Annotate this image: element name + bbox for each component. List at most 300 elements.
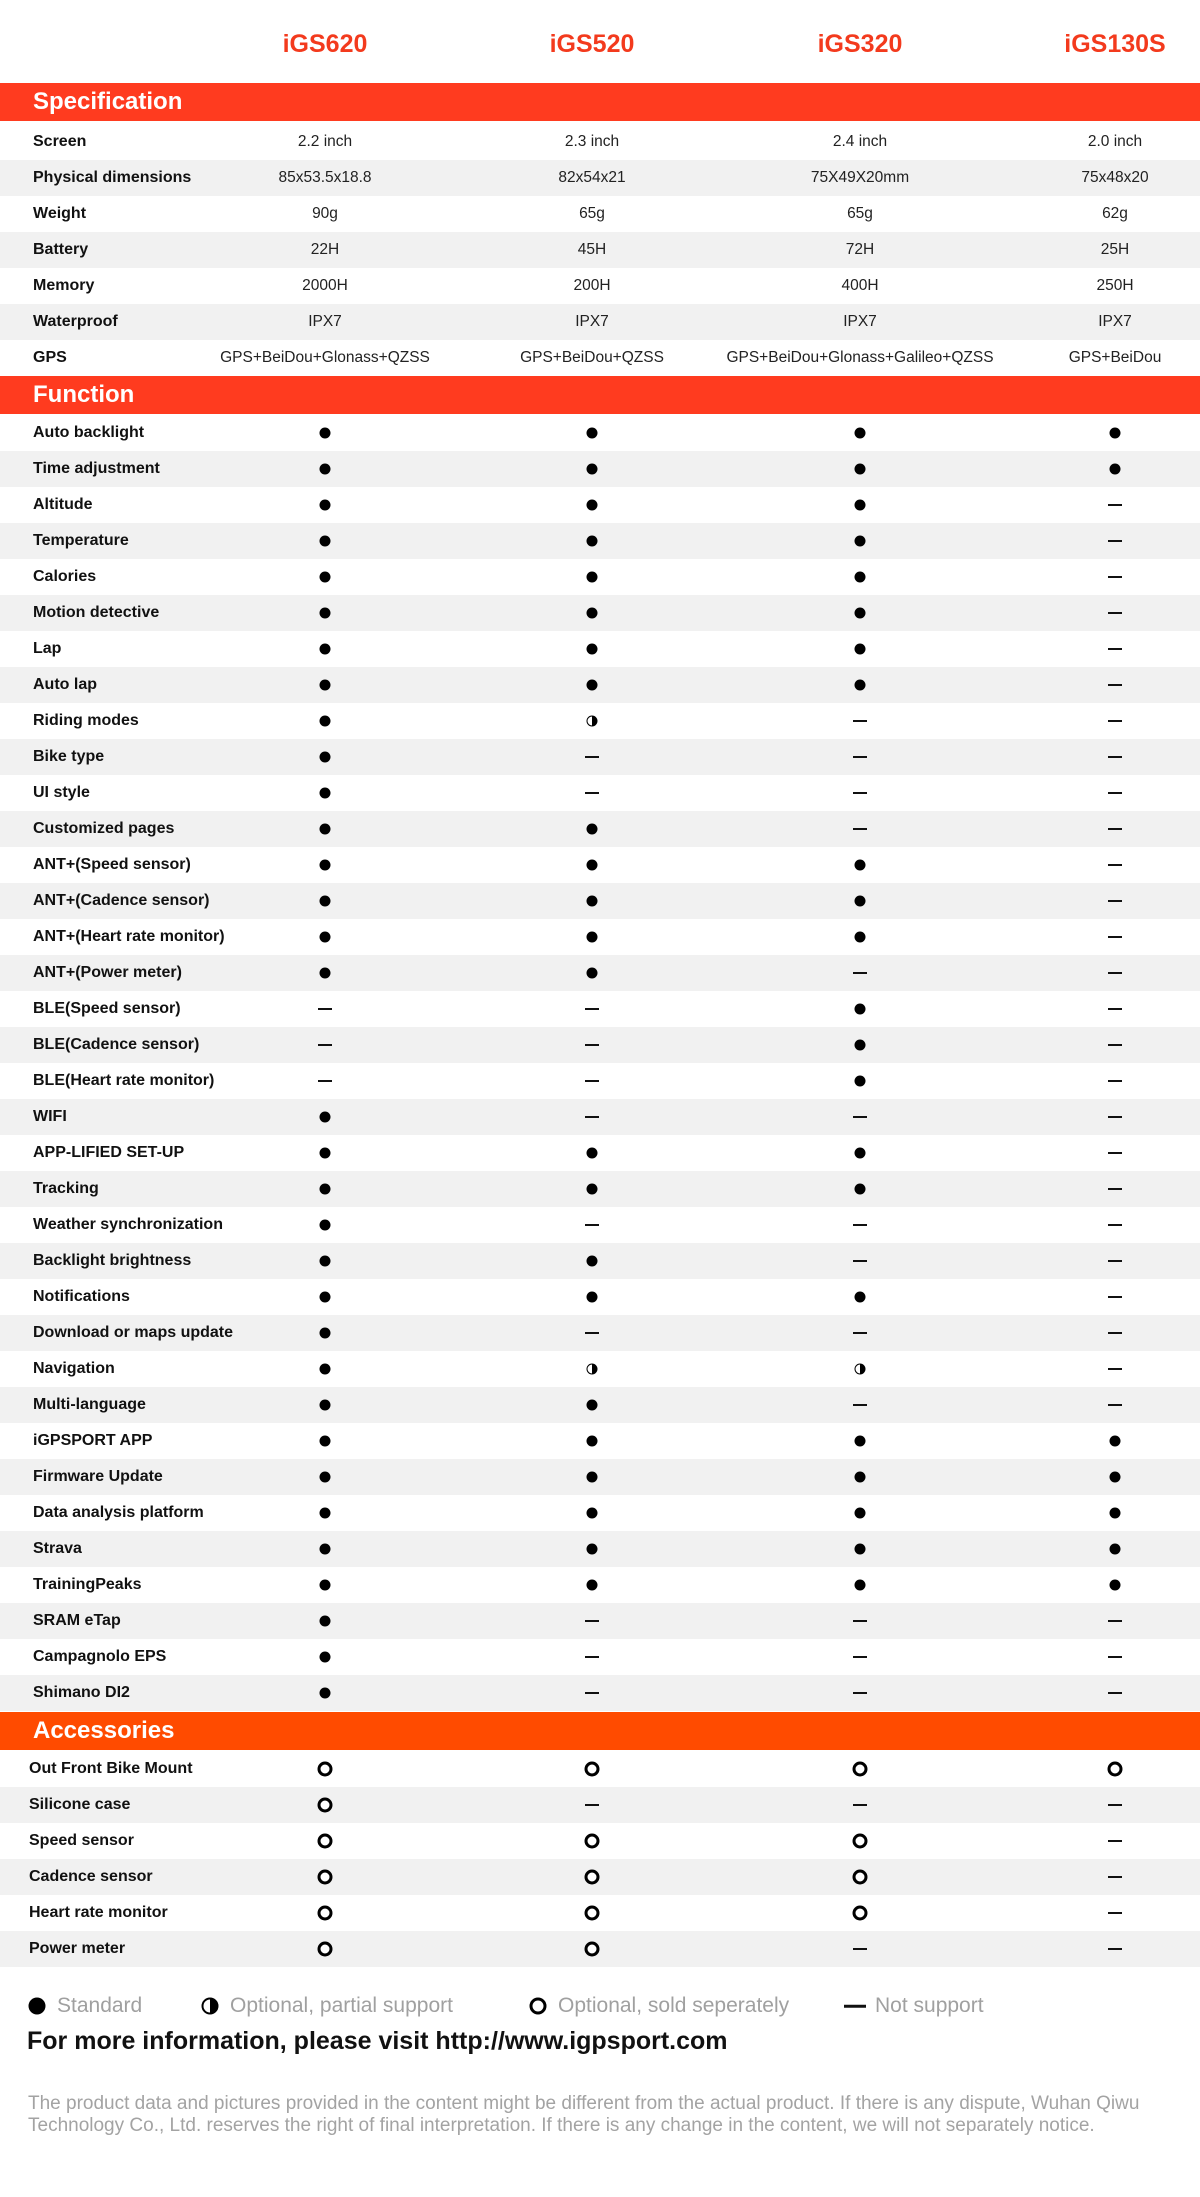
function-label: Campagnolo EPS — [33, 1648, 167, 1665]
function-label: Customized pages — [33, 820, 175, 837]
not-supported-dash-icon — [853, 1116, 867, 1118]
not-supported-dash-icon — [1108, 576, 1122, 578]
spec-value: 72H — [845, 241, 875, 258]
not-supported-dash-icon — [1108, 1116, 1122, 1118]
spec-value: GPS+BeiDou+Glonass+QZSS — [220, 349, 430, 366]
spec-label: GPS — [33, 349, 67, 366]
not-supported-dash-icon — [1108, 1008, 1122, 1010]
standard-dot-icon — [320, 1364, 331, 1375]
function-label: ANT+(Cadence sensor) — [33, 892, 210, 909]
not-supported-dash-icon — [585, 1224, 599, 1226]
sold-separately-ring-icon — [853, 1834, 868, 1849]
standard-dot-icon — [587, 968, 598, 979]
standard-dot-icon — [855, 932, 866, 943]
not-supported-dash-icon — [1108, 792, 1122, 794]
not-supported-dash-icon — [585, 1080, 599, 1082]
standard-dot-icon — [320, 1112, 331, 1123]
function-label: Notifications — [33, 1288, 130, 1305]
function-label: Firmware Update — [33, 1468, 163, 1485]
sold-separately-ring-icon — [318, 1834, 333, 1849]
standard-dot-icon — [587, 860, 598, 871]
sold-separately-ring-icon — [585, 1870, 600, 1885]
not-supported-dash-icon — [1108, 900, 1122, 902]
standard-dot-icon — [587, 1508, 598, 1519]
standard-dot-icon — [587, 428, 598, 439]
standard-dot-icon — [320, 1400, 331, 1411]
standard-dot-icon — [1110, 1472, 1121, 1483]
standard-dot-icon — [855, 896, 866, 907]
sold-separately-ring-icon — [318, 1798, 333, 1813]
spec-value: 75X49X20mm — [810, 169, 910, 186]
not-supported-dash-icon — [853, 720, 867, 722]
sold-separately-ring-icon — [853, 1906, 868, 1921]
function-row — [0, 415, 1200, 451]
not-supported-dash-icon — [853, 828, 867, 830]
function-label: Altitude — [33, 496, 93, 513]
function-label: SRAM eTap — [33, 1612, 121, 1629]
function-row — [0, 883, 1200, 919]
sold-separately-ring-icon — [318, 1762, 333, 1777]
function-label: Tracking — [33, 1180, 99, 1197]
standard-dot-icon — [587, 1436, 598, 1447]
not-supported-dash-icon — [853, 1692, 867, 1694]
function-label: Calories — [33, 568, 97, 585]
spec-value: 45H — [577, 241, 607, 258]
sold-separately-ring-icon — [318, 1870, 333, 1885]
not-supported-dash-icon — [585, 1620, 599, 1622]
not-supported-dash-icon — [1108, 1260, 1122, 1262]
not-supported-dash-icon — [318, 1008, 332, 1010]
accessory-row — [0, 1823, 1200, 1859]
not-supported-dash-icon — [1108, 1656, 1122, 1658]
spec-value: IPX7 — [308, 313, 342, 330]
standard-dot-icon — [320, 824, 331, 835]
function-label: BLE(Speed sensor) — [33, 1000, 181, 1017]
not-supported-dash-icon — [585, 1656, 599, 1658]
spec-row — [0, 340, 1200, 376]
spec-row — [0, 160, 1200, 196]
standard-dot-icon — [1110, 1436, 1121, 1447]
function-row — [0, 1387, 1200, 1423]
not-supported-dash-icon — [1108, 1080, 1122, 1082]
spec-row — [0, 232, 1200, 268]
standard-dot-icon — [855, 428, 866, 439]
legend-label: Optional, sold seperately — [558, 1994, 790, 2017]
spec-value: 65g — [847, 205, 873, 222]
model-name-2: iGS320 — [817, 30, 903, 58]
standard-dot-icon — [855, 1004, 866, 1015]
function-label: UI style — [33, 784, 90, 801]
not-supported-dash-icon — [1108, 1188, 1122, 1190]
accessory-label: Out Front Bike Mount — [29, 1760, 193, 1777]
function-label: Data analysis platform — [33, 1504, 204, 1521]
accessory-label: Power meter — [29, 1940, 126, 1957]
partial-support-icon — [202, 1998, 219, 2015]
not-supported-dash-icon — [853, 1404, 867, 1406]
spec-value: 400H — [841, 277, 879, 294]
function-label: Strava — [33, 1540, 82, 1557]
standard-dot-icon — [587, 1544, 598, 1555]
spec-value: 75x48x20 — [1081, 169, 1149, 186]
not-supported-dash-icon — [853, 1260, 867, 1262]
function-row — [0, 451, 1200, 487]
standard-dot-icon — [855, 1580, 866, 1591]
function-label: Motion detective — [33, 604, 160, 621]
function-row — [0, 1567, 1200, 1603]
function-row — [0, 991, 1200, 1027]
function-row — [0, 739, 1200, 775]
spec-row — [0, 304, 1200, 340]
standard-dot-icon — [320, 644, 331, 655]
standard-dot-icon — [320, 680, 331, 691]
not-supported-dash-icon — [585, 1116, 599, 1118]
standard-dot-icon — [587, 932, 598, 943]
legend — [0, 1988, 1200, 2024]
function-row — [0, 775, 1200, 811]
standard-dot-icon — [855, 1544, 866, 1555]
not-supported-dash-icon — [1108, 864, 1122, 866]
spec-label: Memory — [33, 277, 95, 294]
sold-separately-ring-icon — [530, 1998, 547, 2015]
sold-separately-ring-icon — [318, 1942, 333, 1957]
spec-value: 82x54x21 — [558, 169, 626, 186]
standard-dot-icon — [320, 1220, 331, 1231]
function-label: Bike type — [33, 748, 105, 765]
accessory-label: Silicone case — [29, 1796, 131, 1813]
function-row — [0, 1207, 1200, 1243]
standard-dot-icon — [320, 968, 331, 979]
standard-dot-icon — [855, 1472, 866, 1483]
not-supported-dash-icon — [1108, 1912, 1122, 1914]
standard-dot-icon — [855, 1508, 866, 1519]
not-supported-dash-icon — [1108, 1368, 1122, 1370]
not-supported-dash-icon — [1108, 540, 1122, 542]
standard-dot-icon — [587, 1580, 598, 1591]
not-supported-dash-icon — [1108, 1876, 1122, 1878]
not-supported-dash-icon — [318, 1080, 332, 1082]
function-row — [0, 1423, 1200, 1459]
not-supported-dash-icon — [1108, 1948, 1122, 1950]
function-row — [0, 559, 1200, 595]
not-supported-dash-icon — [585, 792, 599, 794]
spec-label: Screen — [33, 133, 87, 150]
standard-dot-icon — [587, 1472, 598, 1483]
spec-value: 250H — [1096, 277, 1134, 294]
not-supported-dash-icon — [853, 1656, 867, 1658]
not-supported-dash-icon — [1108, 936, 1122, 938]
function-row — [0, 1675, 1200, 1711]
accessory-label: Cadence sensor — [29, 1868, 153, 1885]
function-label: Time adjustment — [33, 460, 160, 477]
spec-value: 25H — [1100, 241, 1130, 258]
info-line: For more information, please visit http://www.igpsport.com — [27, 2027, 728, 2055]
not-supported-dash-icon — [853, 1620, 867, 1622]
function-row — [0, 1531, 1200, 1567]
function-label: APP-LIFIED SET-UP — [33, 1144, 185, 1161]
standard-dot-icon — [320, 572, 331, 583]
not-supported-dash-icon — [853, 792, 867, 794]
not-supported-dash-icon — [1108, 720, 1122, 722]
function-label: ANT+(Speed sensor) — [33, 856, 191, 873]
spec-value: 90g — [312, 205, 338, 222]
sold-separately-ring-icon — [585, 1834, 600, 1849]
standard-dot-icon — [320, 1544, 331, 1555]
sold-separately-ring-icon — [853, 1870, 868, 1885]
standard-dot-icon — [320, 464, 331, 475]
spec-value: GPS+BeiDou+Glonass+Galileo+QZSS — [726, 349, 994, 366]
disclaimer: The product data and pictures provided in the content might be different from the actual product. If there is any dispute, Wuhan Qiwu Technology Co., Ltd. reserves the right of final interpretation. If there is any change in the content, we will not separately notice. — [28, 2093, 1140, 2136]
standard-dot-icon — [587, 464, 598, 475]
sold-separately-ring-icon — [318, 1906, 333, 1921]
standard-dot-icon — [855, 1148, 866, 1159]
function-row — [0, 847, 1200, 883]
spec-value: IPX7 — [843, 313, 877, 330]
function-label: BLE(Heart rate monitor) — [33, 1072, 215, 1089]
spec-row — [0, 268, 1200, 304]
sold-separately-ring-icon — [1108, 1762, 1123, 1777]
function-label: Navigation — [33, 1360, 115, 1377]
standard-dot-icon — [587, 680, 598, 691]
function-label: Download or maps update — [33, 1324, 234, 1341]
standard-dot-icon — [320, 1580, 331, 1591]
not-supported-dash-icon — [1108, 1692, 1122, 1694]
standard-dot-icon — [855, 536, 866, 547]
spec-label: Battery — [33, 241, 89, 258]
spec-label: Waterproof — [33, 313, 118, 330]
section-header-accessories: Accessories — [0, 1712, 1200, 1750]
not-supported-dash-icon — [853, 972, 867, 974]
model-name-3: iGS130S — [1064, 30, 1166, 58]
function-label: ANT+(Power meter) — [33, 964, 182, 981]
sold-separately-ring-icon — [585, 1906, 600, 1921]
sold-separately-ring-icon — [585, 1762, 600, 1777]
function-row — [0, 1459, 1200, 1495]
standard-dot-icon — [320, 1328, 331, 1339]
accessory-row — [0, 1751, 1200, 1787]
not-supported-dash-icon — [853, 1948, 867, 1950]
standard-dot-icon — [320, 428, 331, 439]
standard-dot-icon — [320, 1256, 331, 1267]
not-supported-dash-icon — [1108, 972, 1122, 974]
standard-dot-icon — [320, 1184, 331, 1195]
not-supported-dash-icon — [1108, 612, 1122, 614]
standard-dot-icon — [1110, 1544, 1121, 1555]
not-supported-dash-icon — [1108, 1332, 1122, 1334]
spec-value: IPX7 — [1098, 313, 1132, 330]
standard-dot-icon — [855, 1076, 866, 1087]
accessory-row — [0, 1931, 1200, 1967]
standard-dot-icon — [855, 860, 866, 871]
spec-value: 62g — [1102, 205, 1128, 222]
not-supported-dash-icon — [1108, 1152, 1122, 1154]
function-label: BLE(Cadence sensor) — [33, 1036, 200, 1053]
not-supported-dash-icon — [1108, 1296, 1122, 1298]
function-label: Shimano DI2 — [33, 1684, 130, 1701]
not-supported-dash-icon — [1108, 756, 1122, 758]
standard-dot-icon — [587, 824, 598, 835]
standard-dot-icon — [29, 1998, 46, 2015]
function-row — [0, 1603, 1200, 1639]
partial-support-icon — [587, 1364, 598, 1375]
function-label: ANT+(Heart rate monitor) — [33, 928, 225, 945]
function-label: TrainingPeaks — [33, 1576, 142, 1593]
standard-dot-icon — [1110, 464, 1121, 475]
accessory-label: Heart rate monitor — [29, 1904, 168, 1921]
sold-separately-ring-icon — [853, 1762, 868, 1777]
spec-value: 2.4 inch — [832, 133, 888, 150]
not-supported-dash-icon — [1108, 1044, 1122, 1046]
spec-value: 65g — [579, 205, 605, 222]
accessory-label: Speed sensor — [29, 1832, 134, 1849]
function-row — [0, 1099, 1200, 1135]
partial-support-icon — [855, 1364, 866, 1375]
spec-value: 2.2 inch — [297, 133, 353, 150]
function-label: Lap — [33, 640, 62, 657]
standard-dot-icon — [587, 896, 598, 907]
not-supported-dash-icon — [1108, 1224, 1122, 1226]
standard-dot-icon — [587, 608, 598, 619]
standard-dot-icon — [855, 464, 866, 475]
standard-dot-icon — [587, 1292, 598, 1303]
legend-label: Optional, partial support — [230, 1994, 453, 2017]
standard-dot-icon — [320, 860, 331, 871]
standard-dot-icon — [320, 716, 331, 727]
standard-dot-icon — [320, 1688, 331, 1699]
spec-value: 22H — [310, 241, 340, 258]
standard-dot-icon — [855, 1292, 866, 1303]
standard-dot-icon — [320, 1148, 331, 1159]
standard-dot-icon — [320, 896, 331, 907]
accessory-row — [0, 1859, 1200, 1895]
not-supported-dash-icon — [1108, 1804, 1122, 1806]
legend-label: Not support — [875, 1994, 984, 2017]
standard-dot-icon — [855, 1436, 866, 1447]
function-row — [0, 1135, 1200, 1171]
function-row — [0, 703, 1200, 739]
function-label: Temperature — [33, 532, 129, 549]
function-row — [0, 811, 1200, 847]
spec-value: GPS+BeiDou — [1068, 349, 1162, 366]
standard-dot-icon — [855, 1040, 866, 1051]
model-name-1: iGS520 — [549, 30, 635, 58]
function-label: Auto lap — [33, 676, 97, 693]
function-row — [0, 631, 1200, 667]
model-name-0: iGS620 — [282, 30, 368, 58]
standard-dot-icon — [320, 932, 331, 943]
function-row — [0, 1027, 1200, 1063]
spec-value: IPX7 — [575, 313, 609, 330]
not-supported-dash-icon — [585, 1804, 599, 1806]
standard-dot-icon — [587, 1148, 598, 1159]
not-supported-dash-icon — [1108, 504, 1122, 506]
not-supported-dash-icon — [1108, 648, 1122, 650]
standard-dot-icon — [320, 1616, 331, 1627]
function-row — [0, 1315, 1200, 1351]
not-supported-dash-icon — [585, 1692, 599, 1694]
not-supported-dash-icon — [585, 756, 599, 758]
not-supported-dash-icon — [1108, 828, 1122, 830]
standard-dot-icon — [320, 752, 331, 763]
spec-row — [0, 196, 1200, 232]
not-supported-dash-icon — [318, 1044, 332, 1046]
spec-label: Weight — [33, 205, 87, 222]
not-supported-dash-icon — [853, 1332, 867, 1334]
sold-separately-ring-icon — [585, 1942, 600, 1957]
standard-dot-icon — [855, 680, 866, 691]
partial-support-icon — [587, 716, 598, 727]
standard-dot-icon — [320, 1508, 331, 1519]
function-row — [0, 1243, 1200, 1279]
spec-label: Physical dimensions — [33, 169, 192, 186]
not-supported-dash-icon — [853, 1804, 867, 1806]
not-supported-dash-icon — [853, 1224, 867, 1226]
spec-value: 85x53.5x18.8 — [278, 169, 372, 186]
function-row — [0, 487, 1200, 523]
not-supported-dash-icon — [585, 1332, 599, 1334]
function-label: WIFI — [33, 1108, 67, 1125]
standard-dot-icon — [320, 1472, 331, 1483]
not-supported-dash-icon — [1108, 1620, 1122, 1622]
standard-dot-icon — [1110, 428, 1121, 439]
function-row — [0, 1639, 1200, 1675]
standard-dot-icon — [855, 644, 866, 655]
standard-dot-icon — [320, 608, 331, 619]
spec-value: 200H — [573, 277, 611, 294]
standard-dot-icon — [1110, 1508, 1121, 1519]
function-label: Auto backlight — [33, 424, 145, 441]
function-row — [0, 919, 1200, 955]
not-supported-dash-icon — [585, 1008, 599, 1010]
function-row — [0, 1171, 1200, 1207]
standard-dot-icon — [320, 500, 331, 511]
spec-value: 2.0 inch — [1087, 133, 1143, 150]
spec-value: GPS+BeiDou+QZSS — [520, 349, 664, 366]
not-supported-dash-icon — [844, 2005, 866, 2008]
standard-dot-icon — [587, 572, 598, 583]
accessory-row — [0, 1787, 1200, 1823]
section-header-function: Function — [0, 376, 1200, 414]
function-row — [0, 1495, 1200, 1531]
spec-value: 2000H — [302, 277, 348, 294]
standard-dot-icon — [1110, 1580, 1121, 1591]
spec-value: 2.3 inch — [564, 133, 620, 150]
standard-dot-icon — [855, 500, 866, 511]
standard-dot-icon — [855, 1184, 866, 1195]
function-label: Multi-language — [33, 1396, 146, 1413]
function-row — [0, 955, 1200, 991]
function-row — [0, 1279, 1200, 1315]
function-label: iGPSPORT APP — [33, 1432, 153, 1449]
function-label: Weather synchronization — [33, 1216, 223, 1233]
standard-dot-icon — [855, 608, 866, 619]
standard-dot-icon — [320, 1292, 331, 1303]
not-supported-dash-icon — [585, 1044, 599, 1046]
standard-dot-icon — [587, 1256, 598, 1267]
not-supported-dash-icon — [1108, 1840, 1122, 1842]
spec-row — [0, 124, 1200, 160]
standard-dot-icon — [320, 1436, 331, 1447]
standard-dot-icon — [320, 536, 331, 547]
legend-label: Standard — [57, 1994, 143, 2017]
not-supported-dash-icon — [853, 756, 867, 758]
function-label: Backlight brightness — [33, 1252, 192, 1269]
section-header-specification: Specification — [0, 83, 1200, 121]
function-row — [0, 1351, 1200, 1387]
not-supported-dash-icon — [1108, 1404, 1122, 1406]
standard-dot-icon — [587, 1184, 598, 1195]
function-label: Riding modes — [33, 712, 139, 729]
function-row — [0, 523, 1200, 559]
